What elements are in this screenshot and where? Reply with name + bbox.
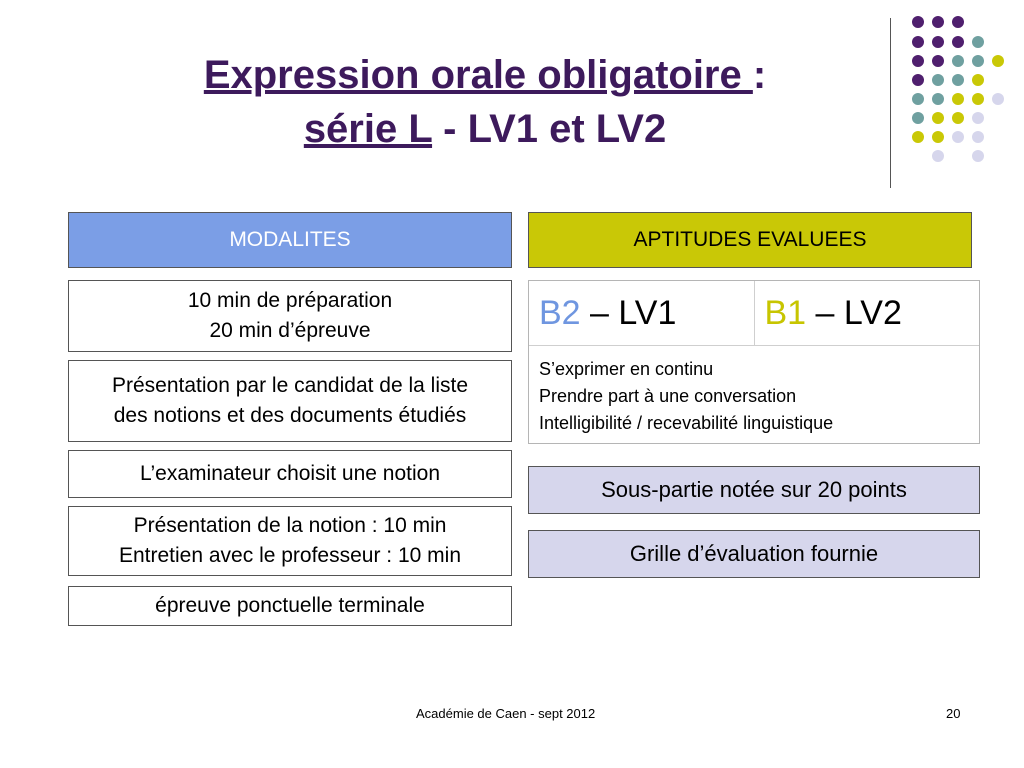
modalites-box-presentation-notion-line-2: Entretien avec le professeur : 10 min	[118, 544, 461, 567]
modalites-box-presentation-list-line-1: Présentation par le candidat de la liste	[111, 374, 469, 397]
aptitudes-note-text: Sous-partie notée sur 20 points	[601, 477, 907, 502]
page-number: 20	[946, 706, 961, 721]
skill-item: S’exprimer en continu	[539, 359, 714, 379]
title-part-4: - LV1 et LV2	[432, 107, 667, 151]
modalites-box-presentation-notion-line-1: Présentation de la notion : 10 min	[133, 514, 447, 537]
title-part-1: Expression orale obligatoire	[203, 53, 753, 97]
level-lv1-label: – LV1	[580, 293, 677, 332]
modalites-box-presentation-list-line-2: des notions et des documents étudiés	[113, 404, 467, 427]
aptitudes-header-label: APTITUDES EVALUEES	[633, 228, 867, 251]
modalites-box-timing-line-2: 20 min d’épreuve	[209, 319, 371, 342]
modalites-box-examiner-text: L’examinateur choisit une notion	[139, 462, 441, 485]
title-part-2: :	[752, 53, 767, 97]
level-cell-lv2	[754, 281, 980, 345]
aptitudes-levels-row	[529, 281, 979, 346]
aptitudes-grid-box	[528, 530, 980, 578]
modalites-box-terminal-text: épreuve ponctuelle terminale	[155, 594, 425, 617]
level-lv2-label: – LV2	[806, 293, 902, 332]
dot-pattern	[912, 16, 1004, 162]
aptitudes-grid-text: Grille d’évaluation fournie	[629, 541, 879, 566]
level-lv2-code: B1	[764, 293, 807, 332]
skill-item: Intelligibilité / recevabilité linguistique	[539, 413, 834, 433]
level-cell-lv1	[529, 281, 754, 345]
modalites-box-presentation-notion	[68, 506, 512, 576]
modalites-header-label: MODALITES	[229, 228, 351, 251]
modalites-header	[68, 212, 512, 268]
aptitudes-header	[528, 212, 972, 268]
footer-source: Académie de Caen - sept 2012	[416, 706, 596, 721]
aptitudes-skills	[529, 346, 979, 437]
aptitudes-table	[528, 280, 980, 444]
level-lv1-code: B2	[539, 293, 581, 332]
skill-item: Prendre part à une conversation	[539, 386, 797, 406]
modalites-box-presentation-list	[68, 360, 512, 442]
title-part-3: série L	[303, 107, 433, 151]
modalites-box-timing-line-1: 10 min de préparation	[187, 289, 393, 312]
modalites-box-examiner	[68, 450, 512, 498]
modalites-box-timing	[68, 280, 512, 352]
aptitudes-note-box	[528, 466, 980, 514]
modalites-box-terminal	[68, 586, 512, 626]
slide-title	[70, 48, 900, 156]
